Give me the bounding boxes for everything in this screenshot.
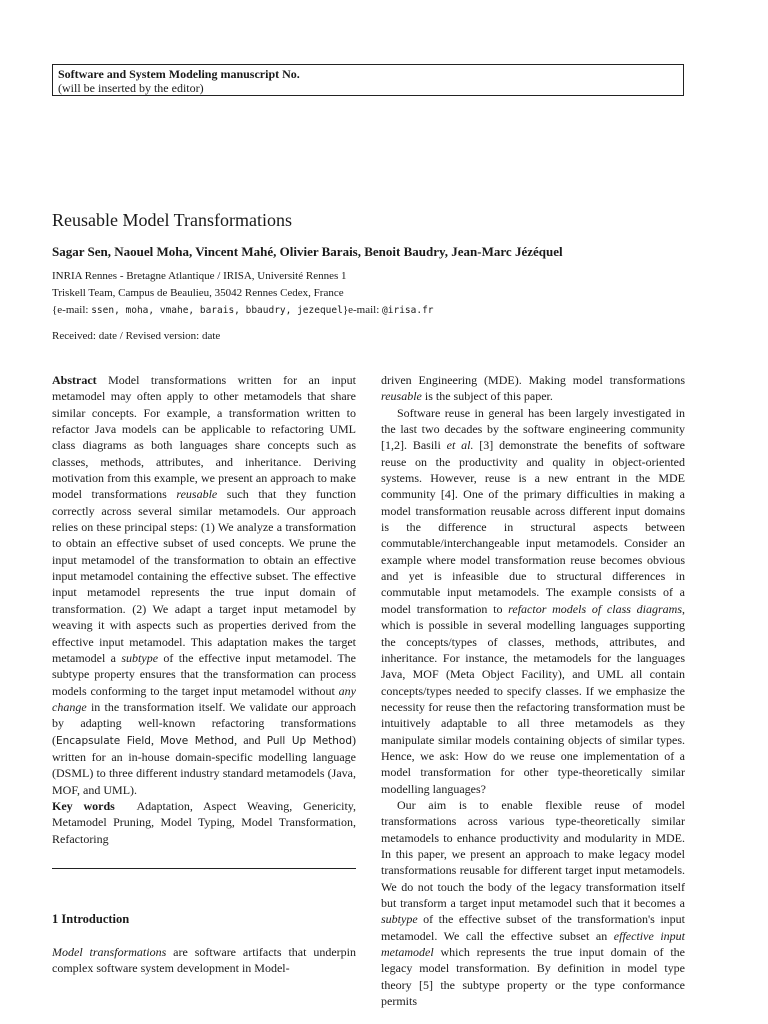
right-p2-text-a: Software reuse in general has been largely investigated in the last two decades by the software engineering community [1,2]. Basili	[381, 405, 685, 453]
right-p1-text-b: is the subject of this paper.	[421, 389, 553, 404]
right-paragraph-1	[381, 372, 685, 405]
affiliation-line-2: Triskell Team, Campus de Beaulieu, 35042 Rennes Cedex, France	[52, 287, 344, 299]
right-paragraph-3	[381, 797, 685, 1009]
email-open: {e-mail:	[52, 304, 92, 316]
paper-title: Reusable Model Transformations	[52, 210, 292, 230]
editor-notice-box	[52, 64, 684, 96]
received-line: Received: date / Revised version: date	[52, 330, 221, 342]
keywords-text: Adaptation, Aspect Weaving, Genericity, Metamodel Pruning, Model Typing, Model Transformation, Refactoring	[52, 798, 357, 846]
abstract-paragraph	[52, 372, 356, 798]
right-p3-text-a: Our aim is to enable flexible reuse of model transformations across various type-theoretically similar metamodels to enhance productivity and modularity in MDE. In this paper, we present an approach to make legacy model transformations reusable for different target input metamodels. We do not touch the body of the legacy transformation itself but transform a target input metamodel such that it becomes a	[381, 797, 685, 910]
intro-text: are software artifacts that underpin complex software system development in Model-	[52, 945, 356, 976]
email-line	[52, 302, 434, 319]
keywords-heading: Key words	[52, 798, 115, 813]
right-p2-emphasis-etal: et al.	[446, 438, 474, 453]
affiliation-block	[52, 268, 434, 319]
right-column	[381, 372, 685, 1009]
right-p2-text-b: [3] demonstrate the benefits of software reuse on the productivity and quality in object-oriented systems. However, reuse is a new entrant in the MDE community [4]. One of the primary difficulties in making a model transformation reusable across different input domains is the difference in structural aspects between commutable/interchangeable input metamodels. Consider an example where model transformation reuse becomes obvious and yet is infeasible due to structural differences in commutable input metamodels. The example consists of a model transformation to	[381, 438, 685, 616]
author-list: Sagar Sen, Naouel Moha, Vincent Mahé, Olivier Barais, Benoit Baudry, Jean-Marc Jézéquel	[52, 244, 563, 259]
right-p1-text-a: driven Engineering (MDE). Making model transformations	[381, 373, 685, 387]
section-heading-introduction: 1 Introduction	[52, 912, 130, 926]
refactoring-move-method: Move Method	[160, 734, 235, 747]
abstract-text-6: , and	[234, 732, 267, 747]
abstract-text-5: ,	[150, 732, 161, 747]
email-domain: @irisa.fr	[382, 305, 434, 316]
intro-paragraph-start	[52, 944, 356, 977]
separator-rule	[52, 868, 356, 869]
right-paragraph-2	[381, 405, 685, 797]
editor-note: (will be inserted by the editor)	[58, 81, 204, 95]
abstract-emphasis-subtype: subtype	[121, 650, 159, 665]
abstract-text-1: Model transformations written for an input metamodel may often apply to other metamodels that share similar concepts. For example, a transformation written to refactor Java models can be applicable to refactoring UML class diagrams as both languages share concepts such as classes, methods, attributes, and inheritance. Deriving motivation from this example, we present an approach to make model transformations	[52, 373, 356, 502]
abstract-emphasis-any-change: any change	[52, 683, 356, 714]
abstract-text-7: ) written for an in-house domain-specific modelling language (DSML) to three different industry standard metamodels (Java, MOF, and UML).	[52, 732, 357, 797]
email-mid: }e-mail:	[342, 304, 383, 316]
manuscript-label: Software and System Modeling manuscript No.	[58, 67, 300, 81]
abstract-text-3: of the effective input metamodel. The subtype property ensures that the transformation can process models conforming to the target input metamodel without	[52, 650, 356, 698]
affiliation-line-1: INRIA Rennes - Bretagne Atlantique / IRISA, Université Rennes 1	[52, 270, 347, 282]
right-p3-text-c: which represents the true input domain of the legacy model transformation. By definition in model type theory [5] the subtype property or the type conformance permits	[381, 945, 685, 1009]
right-p2-text-c: , which is possible in several modelling languages supporting the concepts/types of classes, methods, attributes, and inheritance. For instance, the metamodels for the languages Java, MOF (Meta Object Facility), and UML all contain concepts/types needed to specify classes. If we emphasize the necessity for reuse then the refactoring transformation must be intuitively adaptable to all three metamodels as they manipulate similar models containing objects of similar types. Hence, we ask: How do we reuse one implementation of a model transformation for other type-theoretically similar modelling languages?	[381, 601, 685, 796]
abstract-heading: Abstract	[52, 373, 97, 387]
refactoring-encapsulate-field: Encapsulate Field	[56, 734, 151, 747]
keywords-paragraph	[52, 798, 356, 847]
right-p3-emphasis-subtype: subtype	[381, 912, 418, 927]
right-p3-emphasis-effective: effective input metamodel	[381, 928, 685, 960]
email-usernames: ssen, moha, vmahe, barais, bbaudry, jezequel	[91, 305, 343, 316]
right-p3-text-b: of the effective subset of the transformation's input metamodel. We call the effective subset an	[381, 912, 685, 943]
left-column	[52, 372, 356, 847]
intro-emphasis: Model transformations	[52, 945, 167, 959]
abstract-text-2: such that they function correctly across several similar metamodels. Our approach relies on these principal steps: (1) We analyze a transformation to obtain an effective subset of used concepts. We prune the input metamodel of the transformation to obtain an effective input metamodel containing the effective subset. The effective input metamodel represents the true input domain of transformation. (2) We adapt a target input metamodel by weaving it with aspects such as properties derived from the effective input metamodel. This adaptation makes the target metamodel a	[52, 487, 357, 665]
right-p2-emphasis-refactor: refactor models of class diagrams	[508, 601, 682, 616]
right-p1-emphasis: reusable	[381, 389, 422, 404]
abstract-emphasis-reusable: reusable	[176, 487, 218, 502]
refactoring-pull-up-method: Pull Up Method	[266, 734, 353, 747]
abstract-text-4: in the transformation itself. We validate our approach by adapting well-known refactoring transformations (	[52, 699, 356, 747]
